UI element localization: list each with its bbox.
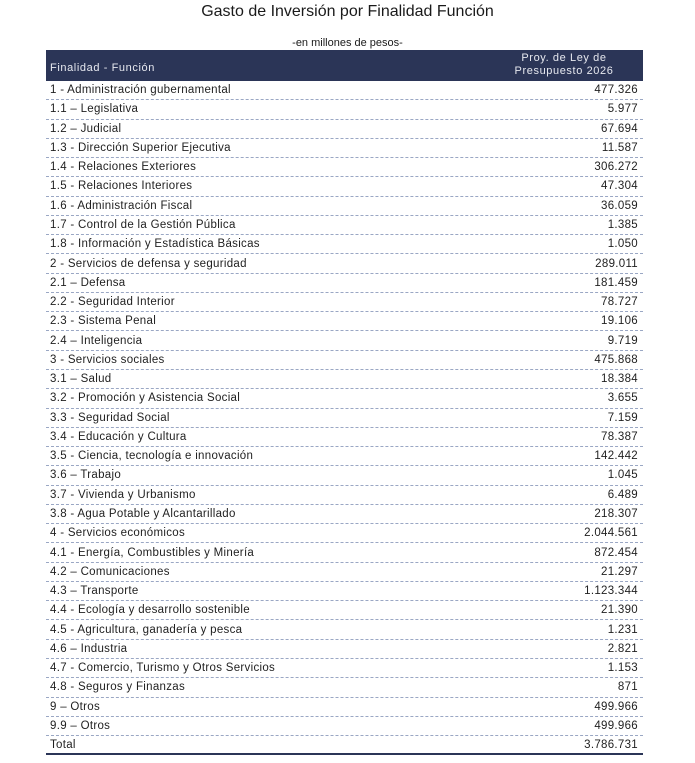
row-label: Total	[50, 738, 76, 751]
row-label: 1 - Administración gubernamental	[50, 84, 231, 97]
row-label: 3.8 - Agua Potable y Alcantarillado	[50, 507, 236, 520]
row-label: 4.7 - Comercio, Turismo y Otros Servicios	[50, 662, 276, 675]
header-value	[489, 50, 643, 80]
row-label: 3.5 - Ciencia, tecnología e innovación	[50, 450, 254, 463]
table-row	[46, 447, 643, 466]
table-row	[46, 370, 643, 389]
row-label: 9.9 – Otros	[50, 719, 111, 732]
row-label: 4.4 - Ecología y desarrollo sostenible	[50, 604, 250, 617]
row-value: 499.966	[594, 719, 638, 732]
header-value-line2: Presupuesto 2026	[514, 65, 614, 77]
table-row	[46, 543, 643, 562]
row-value: 67.694	[601, 122, 638, 135]
row-label: 3.1 – Salud	[50, 373, 112, 386]
table-row	[46, 486, 643, 505]
row-label: 1.5 - Relaciones Interiores	[50, 180, 193, 193]
table-row	[46, 293, 643, 312]
table-row	[46, 620, 643, 639]
row-value: 1.123.344	[584, 585, 638, 598]
row-label: 3.6 – Trabajo	[50, 469, 122, 482]
table-row	[46, 678, 643, 697]
row-value: 475.868	[594, 353, 638, 366]
row-value: 6.489	[607, 488, 638, 501]
row-label: 1.6 - Administración Fiscal	[50, 199, 193, 212]
header-value-line1: Proy. de Ley de	[521, 52, 607, 64]
row-label: 3 - Servicios sociales	[50, 353, 165, 366]
row-label: 4.6 – Industria	[50, 642, 128, 655]
table-row	[46, 717, 643, 736]
row-label: 1.8 - Información y Estadística Básicas	[50, 238, 260, 251]
row-label: 1.4 - Relaciones Exteriores	[50, 161, 197, 174]
row-label: 2 - Servicios de defensa y seguridad	[50, 257, 247, 270]
table-row	[46, 351, 643, 370]
row-value: 19.106	[601, 315, 638, 328]
row-label: 4.8 - Seguros y Finanzas	[50, 681, 186, 694]
row-value: 142.442	[594, 450, 638, 463]
table-row	[46, 177, 643, 196]
table-row	[46, 698, 643, 717]
units-subtitle: -en millones de pesos-	[292, 37, 403, 49]
row-label: 4.2 – Comunicaciones	[50, 565, 170, 578]
row-value: 3.655	[607, 392, 638, 405]
row-label: 4.1 - Energía, Combustibles y Minería	[50, 546, 255, 559]
row-value: 21.297	[601, 565, 638, 578]
table-row	[46, 428, 643, 447]
row-value: 7.159	[607, 411, 638, 424]
table-row-total	[46, 736, 643, 755]
table-body	[46, 81, 643, 755]
row-label: 2.2 - Seguridad Interior	[50, 296, 175, 309]
row-label: 2.4 – Inteligencia	[50, 334, 143, 347]
row-value: 9.719	[607, 334, 638, 347]
row-label: 4.3 – Transporte	[50, 585, 139, 598]
row-value: 5.977	[607, 103, 638, 116]
row-value: 1.045	[607, 469, 638, 482]
row-value: 21.390	[601, 604, 638, 617]
table-row	[46, 505, 643, 524]
table-row	[46, 601, 643, 620]
table-row	[46, 524, 643, 543]
row-value: 78.387	[601, 430, 638, 443]
row-value: 3.786.731	[584, 738, 638, 751]
row-label: 1.2 – Judicial	[50, 122, 122, 135]
header-label: Finalidad - Función	[50, 62, 155, 74]
table-row	[46, 640, 643, 659]
table-row	[46, 331, 643, 350]
row-label: 9 – Otros	[50, 700, 100, 713]
table-row	[46, 582, 643, 601]
page-title: Gasto de Inversión por Finalidad Función	[201, 3, 494, 20]
row-label: 3.7 - Vivienda y Urbanismo	[50, 488, 196, 501]
row-value: 2.044.561	[584, 527, 638, 540]
row-label: 4 - Servicios económicos	[50, 527, 186, 540]
table-row	[46, 466, 643, 485]
row-value: 36.059	[601, 199, 638, 212]
row-value: 47.304	[601, 180, 638, 193]
row-value: 499.966	[594, 700, 638, 713]
table-row	[46, 81, 643, 100]
budget-table	[46, 50, 643, 755]
row-value: 218.307	[594, 507, 638, 520]
row-value: 871	[617, 681, 638, 694]
row-value: 181.459	[594, 276, 638, 289]
table-row	[46, 100, 643, 119]
row-label: 1.7 - Control de la Gestión Pública	[50, 218, 236, 231]
table-row	[46, 120, 643, 139]
table-row	[46, 409, 643, 428]
row-value: 11.587	[601, 141, 638, 154]
row-label: 1.1 – Legislativa	[50, 103, 139, 116]
table-row	[46, 139, 643, 158]
table-row	[46, 197, 643, 216]
row-value: 18.384	[601, 373, 638, 386]
table-row	[46, 158, 643, 177]
row-value: 1.050	[607, 238, 638, 251]
row-label: 2.3 - Sistema Penal	[50, 315, 157, 328]
row-value: 477.326	[594, 84, 638, 97]
table-row	[46, 216, 643, 235]
row-label: 2.1 – Defensa	[50, 276, 126, 289]
row-value: 1.385	[607, 218, 638, 231]
row-value: 306.272	[594, 161, 638, 174]
table-row	[46, 659, 643, 678]
row-value: 78.727	[601, 296, 638, 309]
table-row	[46, 389, 643, 408]
row-label: 3.4 - Educación y Cultura	[50, 430, 187, 443]
table-header	[46, 50, 643, 81]
row-value: 2.821	[607, 642, 638, 655]
row-value: 289.011	[595, 257, 638, 270]
row-value: 1.153	[607, 662, 638, 675]
table-row	[46, 563, 643, 582]
row-value: 872.454	[594, 546, 638, 559]
row-label: 3.2 - Promoción y Asistencia Social	[50, 392, 241, 405]
row-label: 3.3 - Seguridad Social	[50, 411, 170, 424]
row-value: 1.231	[607, 623, 638, 636]
table-row	[46, 254, 643, 273]
row-label: 4.5 - Agricultura, ganadería y pesca	[50, 623, 243, 636]
table-row	[46, 312, 643, 331]
table-row	[46, 274, 643, 293]
row-label: 1.3 - Dirección Superior Ejecutiva	[50, 141, 231, 154]
table-row	[46, 235, 643, 254]
